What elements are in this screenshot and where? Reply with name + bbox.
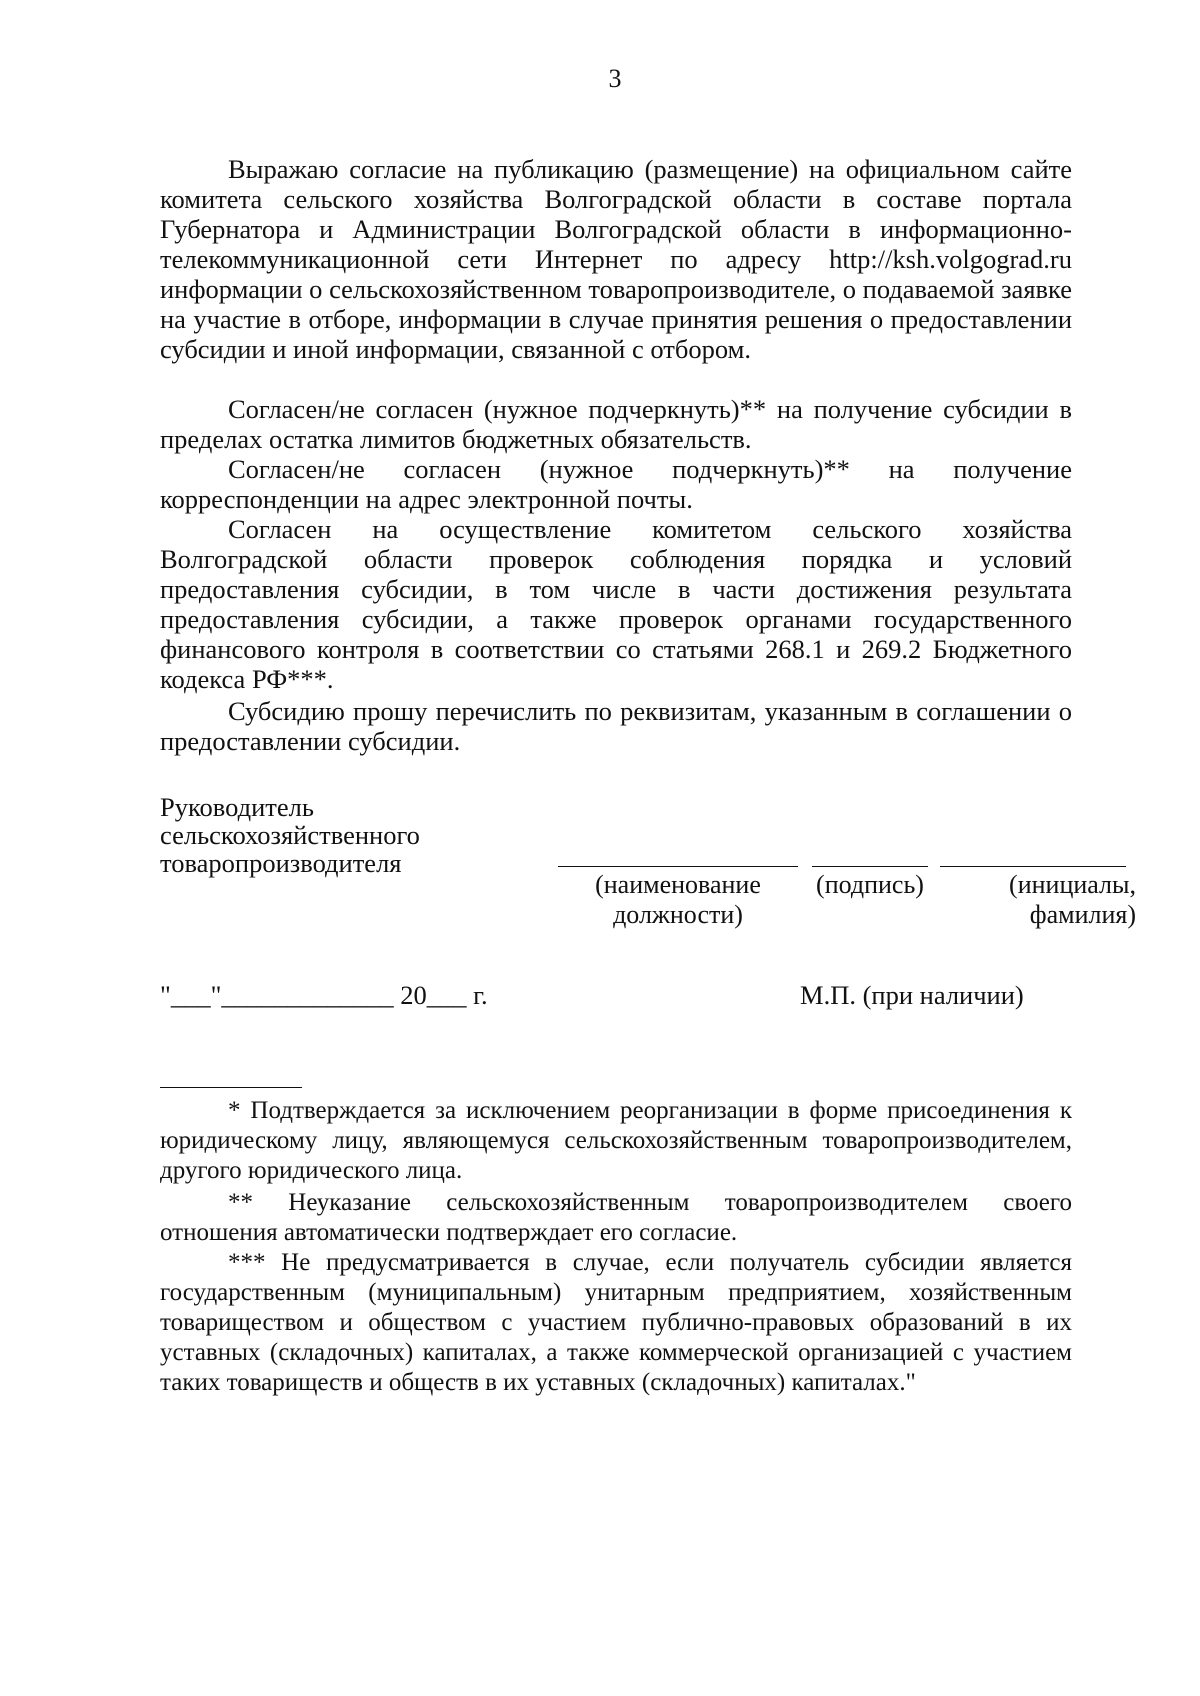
- position-blank-line: [558, 866, 798, 867]
- position-caption: (наименование должности): [595, 870, 761, 929]
- signatory-label: [160, 793, 420, 877]
- signatory-label-line: товаропроизводителя: [160, 848, 402, 878]
- signatory-label-line: сельскохозяйственного: [160, 820, 420, 850]
- consent-inspection-paragraph: Согласен на осуществление комитетом сельского хозяйства Волгоградской области проверок соблюдения порядка и условий предоставления субсидии, в том числе в части достижения результата предоставления субсидии, а также проверок органами государственного финансового контроля в соответствии со статьями 268.1 и 269.2 Бюджетного кодекса РФ***.: [160, 514, 1072, 694]
- name-caption: (инициалы, фамилия): [1009, 870, 1136, 929]
- signature-caption: (подпись): [816, 870, 924, 899]
- footnote-separator: [160, 1087, 302, 1088]
- footnote-3: *** Не предусматривается в случае, если получатель субсидии является государственным (муниципальным) унитарным предприятием, хозяйственным товариществом и обществом с участием публично-правовых образований в их уставных (складочных) капиталах, а также коммерческой организацией с участием таких товариществ и обществ в их уставных (складочных) капиталах.": [160, 1249, 1072, 1396]
- consent-email-paragraph: Согласен/не согласен (нужное подчеркнуть)** на получение корреспонденции на адрес электронной почты.: [160, 454, 1072, 514]
- signature-blank-line: [812, 866, 928, 867]
- footnote-2: ** Неуказание сельскохозяйственным товаропроизводителем своего отношения автоматически подтверждает его согласие.: [160, 1189, 1072, 1246]
- signatory-label-line: Руководитель: [160, 792, 314, 822]
- consent-subsidy-paragraph: Согласен/не согласен (нужное подчеркнуть)** на получение субсидии в пределах остатка лимитов бюджетных обязательств.: [160, 394, 1072, 454]
- stamp-label: М.П. (при наличии): [800, 980, 1024, 1010]
- transfer-request-paragraph: Субсидию прошу перечислить по реквизитам, указанным в соглашении о предоставлении субсидии.: [160, 696, 1072, 756]
- date-line: "___"_____________ 20___ г.: [160, 980, 488, 1010]
- consent-publication-paragraph: Выражаю согласие на публикацию (размещение) на официальном сайте комитета сельского хозяйства Волгоградской области в составе портала Губернатора и Администрации Волгоградской области в информационно-телекоммуникационной сети Интернет по адресу http://ksh.volgograd.ru информации о сельскохозяйственном товаропроизводителе, о подаваемой заявке на участие в отборе, информации в случае принятия решения о предоставлении субсидии и иной информации, связанной с отбором.: [160, 154, 1072, 364]
- footnote-1: * Подтверждается за исключением реорганизации в форме присоединения к юридическому лицу, являющемуся сельскохозяйственным товаропроизводителем, другого юридического лица.: [160, 1097, 1072, 1184]
- page-number: 3: [608, 64, 622, 93]
- name-blank-line: [940, 866, 1126, 867]
